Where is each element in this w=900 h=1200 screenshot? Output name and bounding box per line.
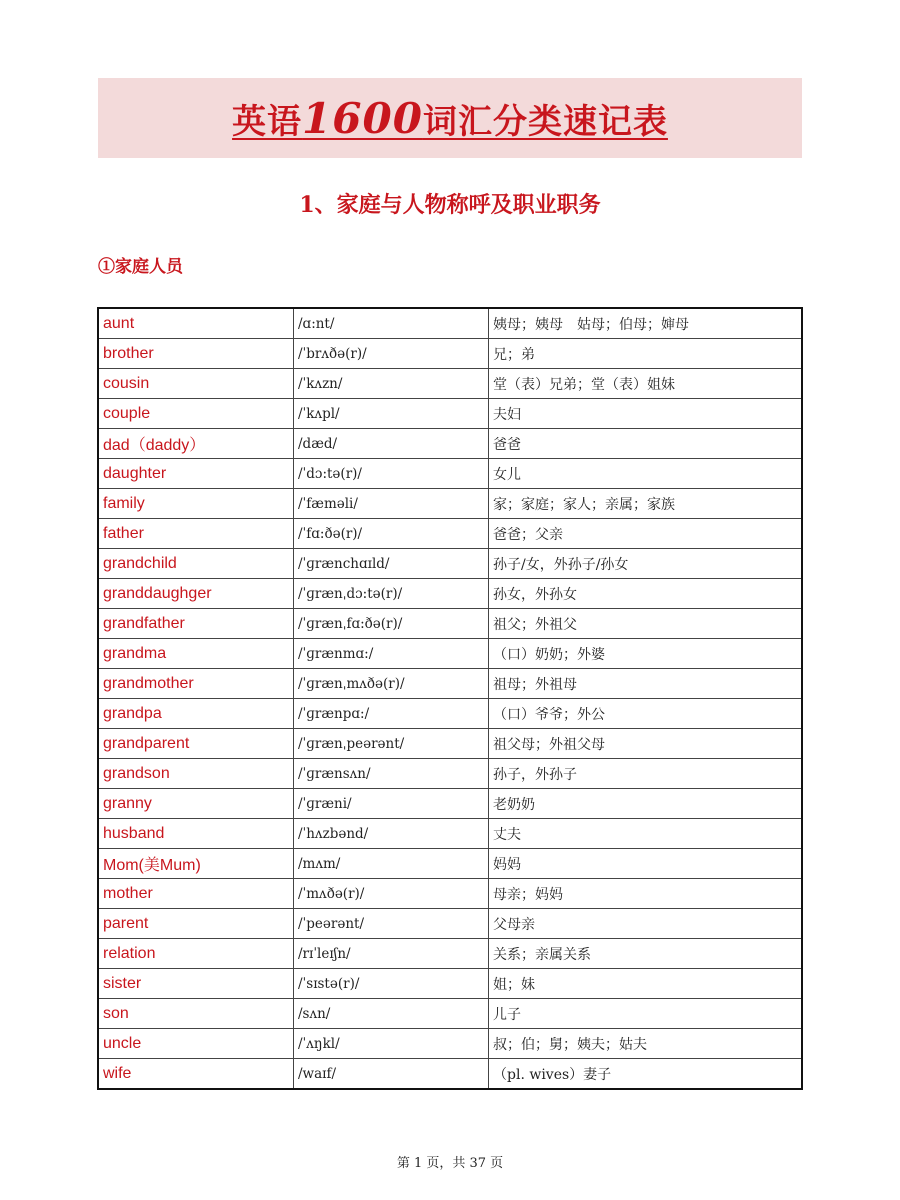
- vocab-ipa-cell: /ɑ:nt/: [294, 308, 489, 339]
- vocab-ipa-cell: /ˈʌŋkl/: [294, 1029, 489, 1059]
- vocab-word-cell: brother: [98, 339, 294, 369]
- vocab-meaning-cell: 父母亲: [489, 909, 803, 939]
- vocab-meaning-cell: 孙子/女，外孙子/孙女: [489, 549, 803, 579]
- vocab-ipa-cell: /ˈɡrænˌpeərənt/: [294, 729, 489, 759]
- vocab-meaning-cell: 祖父；外祖父: [489, 609, 803, 639]
- vocab-word-cell: grandpa: [98, 699, 294, 729]
- page-title: [232, 94, 668, 143]
- table-row: [98, 1029, 802, 1059]
- vocab-meaning-cell: （口）爷爷；外公: [489, 699, 803, 729]
- vocab-meaning-cell: 女儿: [489, 459, 803, 489]
- vocab-meaning-cell: 母亲；妈妈: [489, 879, 803, 909]
- vocab-ipa-cell: /ˈɡræni/: [294, 789, 489, 819]
- table-row: [98, 459, 802, 489]
- vocab-meaning-cell: 爸爸；父亲: [489, 519, 803, 549]
- table-row: [98, 879, 802, 909]
- vocab-word-cell: cousin: [98, 369, 294, 399]
- title-number: 1600: [302, 93, 423, 143]
- vocab-ipa-cell: /ˈɡrænchɑɪld/: [294, 549, 489, 579]
- vocab-meaning-cell: 孙子，外孙子: [489, 759, 803, 789]
- vocab-meaning-cell: 祖父母；外祖父母: [489, 729, 803, 759]
- table-row: [98, 759, 802, 789]
- vocab-word-cell: grandfather: [98, 609, 294, 639]
- vocab-word-cell: dad（daddy）: [98, 429, 294, 459]
- vocab-meaning-cell: 孙女，外孙女: [489, 579, 803, 609]
- vocab-ipa-cell: /dæd/: [294, 429, 489, 459]
- vocab-word-cell: mother: [98, 879, 294, 909]
- vocab-ipa-cell: /ˈdɔ:tə(r)/: [294, 459, 489, 489]
- vocab-ipa-cell: /ˈfæməli/: [294, 489, 489, 519]
- vocab-ipa-cell: /ˈmʌðə(r)/: [294, 879, 489, 909]
- table-row: [98, 909, 802, 939]
- table-row: [98, 399, 802, 429]
- vocab-word-cell: grandma: [98, 639, 294, 669]
- table-row: [98, 999, 802, 1029]
- vocab-ipa-cell: /ˈfɑ:ðə(r)/: [294, 519, 489, 549]
- vocab-meaning-cell: 堂（表）兄弟；堂（表）姐妹: [489, 369, 803, 399]
- section-title: 1、家庭与人物称呼及职业职务: [299, 192, 601, 218]
- vocab-meaning-cell: 老奶奶: [489, 789, 803, 819]
- vocab-ipa-cell: /waɪf/: [294, 1059, 489, 1090]
- vocab-ipa-cell: /ˈkʌpl/: [294, 399, 489, 429]
- vocab-word-cell: husband: [98, 819, 294, 849]
- table-row: [98, 639, 802, 669]
- vocab-word-cell: aunt: [98, 308, 294, 339]
- vocab-meaning-cell: （pl. wives）妻子: [489, 1059, 803, 1090]
- table-row: [98, 308, 802, 339]
- vocab-ipa-cell: /ˈbrʌðə(r)/: [294, 339, 489, 369]
- table-row: [98, 489, 802, 519]
- vocab-ipa-cell: /sʌn/: [294, 999, 489, 1029]
- vocab-ipa-cell: /ˈɡrænˌfɑ:ðə(r)/: [294, 609, 489, 639]
- vocab-word-cell: uncle: [98, 1029, 294, 1059]
- vocab-word-cell: father: [98, 519, 294, 549]
- table-row: [98, 609, 802, 639]
- title-banner: [98, 78, 802, 158]
- table-row: [98, 699, 802, 729]
- vocab-word-cell: grandparent: [98, 729, 294, 759]
- vocab-table: [97, 307, 803, 1090]
- table-row: [98, 519, 802, 549]
- vocab-meaning-cell: 祖母；外祖母: [489, 669, 803, 699]
- vocab-ipa-cell: /ˈɡrænsʌn/: [294, 759, 489, 789]
- vocab-ipa-cell: /ˈhʌzbənd/: [294, 819, 489, 849]
- vocab-meaning-cell: 夫妇: [489, 399, 803, 429]
- vocab-meaning-cell: 叔；伯；舅；姨夫；姑夫: [489, 1029, 803, 1059]
- table-row: [98, 819, 802, 849]
- vocab-word-cell: family: [98, 489, 294, 519]
- table-row: [98, 369, 802, 399]
- table-row: [98, 1059, 802, 1090]
- vocab-meaning-cell: 爸爸: [489, 429, 803, 459]
- vocab-word-cell: granny: [98, 789, 294, 819]
- vocab-meaning-cell: 姨母；姨母 姑母；伯母；婶母: [489, 308, 803, 339]
- page-footer: 第 1 页，共 37 页: [396, 1156, 504, 1171]
- vocab-word-cell: Mom(美Mum): [98, 849, 294, 879]
- table-row: [98, 969, 802, 999]
- vocab-meaning-cell: 兄；弟: [489, 339, 803, 369]
- table-row: [98, 549, 802, 579]
- table-row: [98, 849, 802, 879]
- vocab-meaning-cell: 关系；亲属关系: [489, 939, 803, 969]
- vocab-ipa-cell: /ˈsɪstə(r)/: [294, 969, 489, 999]
- vocab-ipa-cell: /ˈɡrænˌdɔ:tə(r)/: [294, 579, 489, 609]
- vocab-meaning-cell: 儿子: [489, 999, 803, 1029]
- vocab-word-cell: grandchild: [98, 549, 294, 579]
- vocab-ipa-cell: /ˈpeərənt/: [294, 909, 489, 939]
- table-row: [98, 789, 802, 819]
- vocab-word-cell: parent: [98, 909, 294, 939]
- vocab-meaning-cell: 丈夫: [489, 819, 803, 849]
- vocab-word-cell: grandmother: [98, 669, 294, 699]
- table-row: [98, 669, 802, 699]
- table-row: [98, 339, 802, 369]
- vocab-ipa-cell: /ˈɡrænmɑ:/: [294, 639, 489, 669]
- title-prefix: 英语: [232, 101, 303, 142]
- vocab-ipa-cell: /rɪˈleɪʃn/: [294, 939, 489, 969]
- vocab-word-cell: relation: [98, 939, 294, 969]
- vocab-word-cell: son: [98, 999, 294, 1029]
- vocab-meaning-cell: 妈妈: [489, 849, 803, 879]
- vocab-meaning-cell: 姐；妹: [489, 969, 803, 999]
- vocab-ipa-cell: /ˈkʌzn/: [294, 369, 489, 399]
- vocab-meaning-cell: （口）奶奶；外婆: [489, 639, 803, 669]
- subsection-title: ①家庭人员: [98, 257, 183, 277]
- title-suffix: 词汇分类速记表: [422, 101, 668, 142]
- table-row: [98, 939, 802, 969]
- vocab-word-cell: couple: [98, 399, 294, 429]
- vocab-word-cell: grandson: [98, 759, 294, 789]
- vocab-ipa-cell: /ˈɡrænpɑ:/: [294, 699, 489, 729]
- vocab-ipa-cell: /ˈɡrænˌmʌðə(r)/: [294, 669, 489, 699]
- vocab-word-cell: sister: [98, 969, 294, 999]
- table-row: [98, 429, 802, 459]
- vocab-word-cell: wife: [98, 1059, 294, 1090]
- vocab-table-body: [98, 308, 802, 1089]
- vocab-ipa-cell: /mʌm/: [294, 849, 489, 879]
- vocab-meaning-cell: 家；家庭；家人；亲属；家族: [489, 489, 803, 519]
- vocab-word-cell: granddaughger: [98, 579, 294, 609]
- vocab-word-cell: daughter: [98, 459, 294, 489]
- table-row: [98, 729, 802, 759]
- table-row: [98, 579, 802, 609]
